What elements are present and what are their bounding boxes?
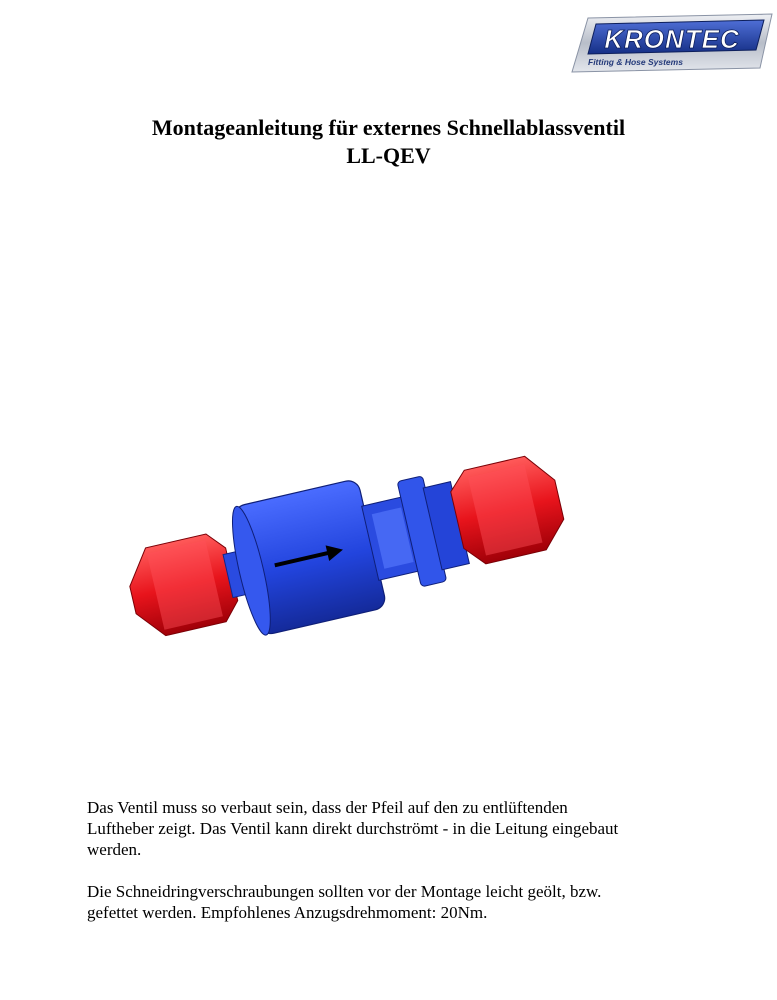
lubrication-torque-paragraph	[87, 881, 707, 923]
krontec-logo	[568, 10, 773, 75]
paragraph-line: gefettet werden. Empfohlenes Anzugsdrehmoment: 20Nm.	[87, 903, 488, 922]
paragraph-line: Die Schneidringverschraubungen sollten vor der Montage leicht geölt, bzw.	[87, 882, 602, 901]
logo-brand: KRONTEC	[604, 24, 740, 54]
valve-icon	[120, 425, 570, 665]
document-title	[0, 114, 777, 170]
mounting-instruction-paragraph	[87, 797, 707, 860]
valve-illustration	[120, 425, 570, 665]
title-line-2: LL-QEV	[346, 143, 431, 168]
logo-tagline: Fitting & Hose Systems	[588, 57, 683, 67]
paragraph-line: Luftheber zeigt. Das Ventil kann direkt durchströmt - in die Leitung eingebaut	[87, 819, 619, 838]
title-line-1: Montageanleitung für externes Schnellablassventil	[151, 115, 626, 140]
paragraph-line: Das Ventil muss so verbaut sein, dass der Pfeil auf den zu entlüftenden	[87, 798, 568, 817]
paragraph-line: werden.	[87, 840, 142, 859]
